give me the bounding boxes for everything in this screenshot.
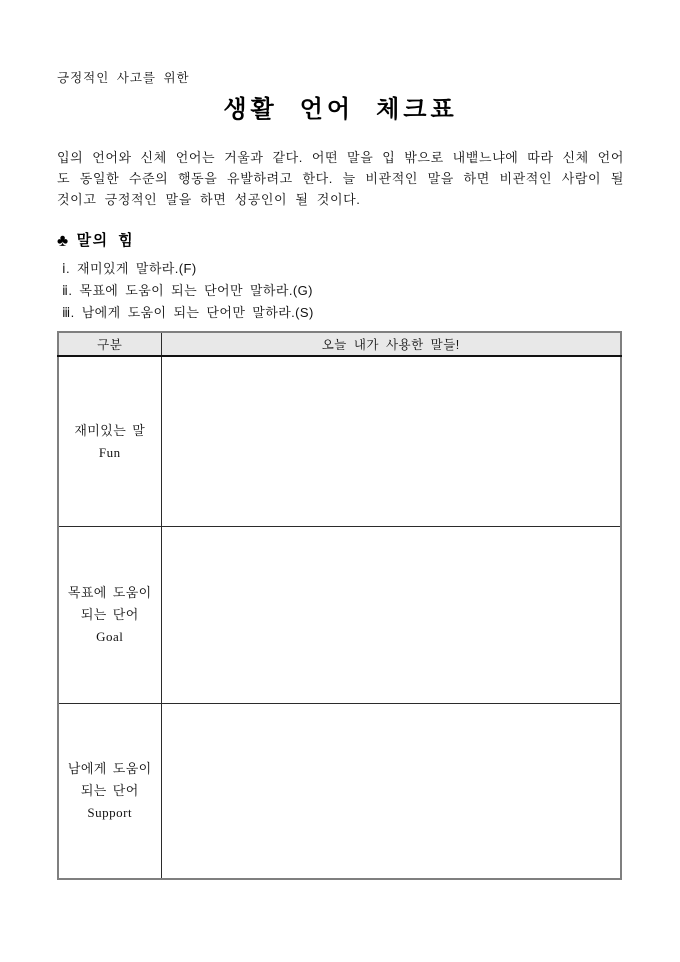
- word-check-table: [57, 331, 622, 880]
- intro-paragraph: 입의 언어와 신체 언어는 거울과 같다. 어떤 말을 입 밖으로 내뱉느냐에 따라 신체 언어도 동일한 수준의 행동을 유발하려고 한다. 늘 비관적인 말을 하면 비관적인 사람이 될 것이고 긍정적인 말을 하면 성공인이 될 것이다.: [57, 150, 624, 207]
- doc-subtitle: 긍정적인 사고를 위한: [57, 71, 190, 85]
- row-label-line: 재미있는 말: [74, 422, 146, 438]
- row-label-line: 되는 단어: [80, 783, 139, 798]
- row-label-fun: [58, 356, 161, 527]
- list-item-goal: ⅱ. 목표에 도움이 되는 단어만 말하라.(G): [62, 283, 313, 298]
- table-header-row: [58, 332, 621, 356]
- table-row-goal: [58, 527, 621, 704]
- row-label-goal: [58, 527, 161, 704]
- section-heading-label: 말의 힘: [76, 232, 135, 249]
- row-content-support[interactable]: [161, 704, 621, 880]
- doc-title: 생활 언어 체크표: [223, 97, 458, 123]
- column-header-words-used: 오늘 내가 사용한 말들!: [161, 332, 621, 356]
- column-header-category: 구분: [58, 332, 161, 356]
- row-label-line: 남에게 도움이: [67, 761, 152, 776]
- row-label-line-english: Fun: [98, 444, 121, 460]
- club-suit-icon: ♣: [57, 231, 70, 250]
- section-heading: [57, 231, 624, 251]
- table-row-fun: [58, 356, 621, 527]
- row-label-line-english: Support: [87, 805, 133, 820]
- row-label-line-english: Goal: [96, 629, 124, 644]
- row-label-support: [58, 704, 161, 880]
- row-content-fun[interactable]: [161, 356, 621, 527]
- row-content-goal[interactable]: [161, 527, 621, 704]
- table-row-support: [58, 704, 621, 880]
- power-of-words-list: [62, 258, 624, 324]
- row-label-line: 되는 단어: [80, 607, 139, 622]
- list-item-support: ⅲ. 남에게 도움이 되는 단어만 말하라.(S): [62, 305, 314, 320]
- list-item-fun: ⅰ. 재미있게 말하라.(F): [62, 261, 197, 276]
- row-label-line: 목표에 도움이: [67, 585, 152, 600]
